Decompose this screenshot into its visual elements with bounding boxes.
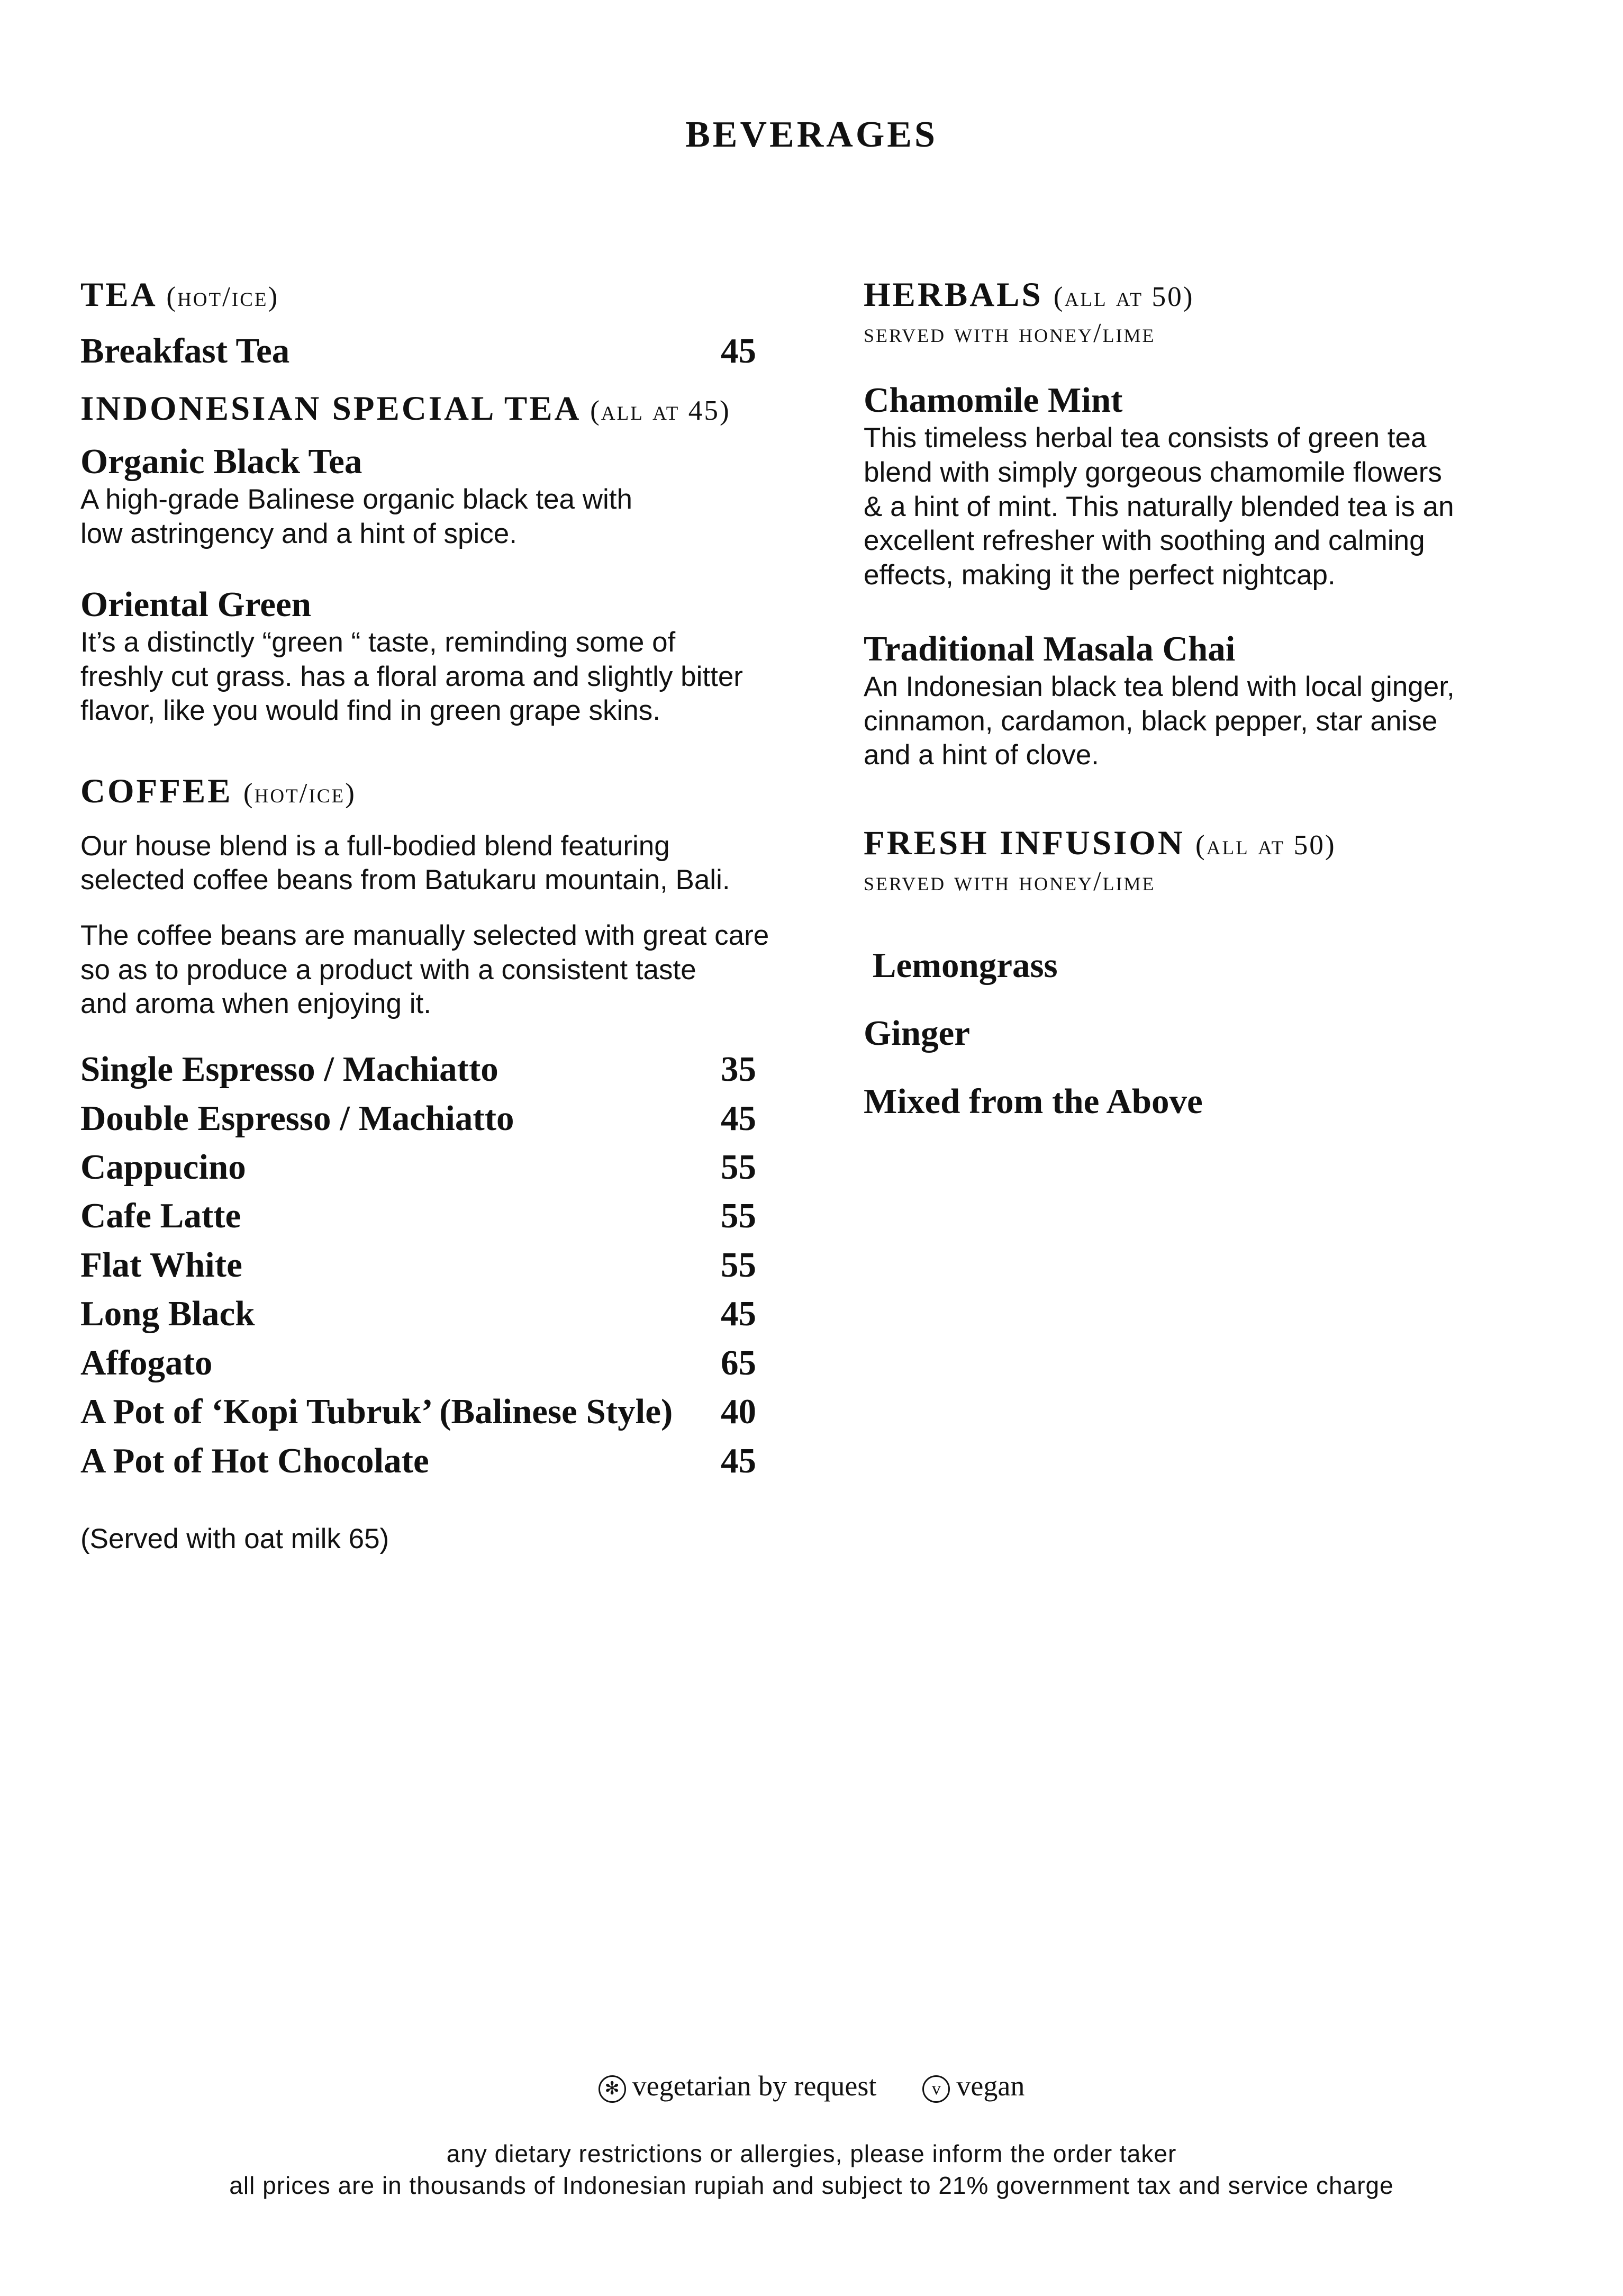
tea-description	[80, 483, 800, 551]
tea-name: Oriental Green	[80, 584, 312, 624]
infusion-item: Mixed from the Above	[864, 1081, 1203, 1121]
left-column	[80, 275, 800, 1557]
menu-item	[80, 1387, 768, 1436]
item-name: Affogato	[80, 1343, 213, 1382]
price-note: all prices are in thousands of Indonesian rupiah and subject to 21% government tax and service charge	[229, 2171, 1394, 2199]
infusion-item: Lemongrass	[864, 945, 1058, 985]
desc-line: selected coffee beans from Batukaru mountain, Bali.	[80, 864, 730, 896]
fresh-infusion-note: (all at 50)	[1195, 829, 1336, 861]
tea-entry	[864, 379, 1530, 593]
coffee-section-heading	[80, 772, 800, 811]
fresh-infusion-sub-note: served with honey/lime	[864, 866, 1156, 897]
indonesian-tea-heading-row	[80, 389, 800, 429]
menu-item	[80, 1436, 768, 1485]
fresh-infusion-section-heading	[864, 824, 1530, 863]
desc-line: An Indonesian black tea blend with local ginger,	[864, 671, 1455, 702]
menu-item	[80, 1143, 768, 1191]
desc-line: & a hint of mint. This naturally blended tea is an	[864, 491, 1454, 522]
item-name: Breakfast Tea	[80, 331, 290, 370]
coffee-description	[80, 919, 800, 1022]
vegan-label: vegan	[956, 2070, 1025, 2102]
item-price: 55	[721, 1196, 756, 1236]
vegetarian-icon: ✻	[599, 2075, 626, 2103]
dietary-legend	[0, 2069, 1623, 2103]
tea-description	[864, 670, 1530, 773]
desc-line: A high-grade Balinese organic black tea with	[80, 484, 632, 516]
item-name: Single Espresso / Machiatto	[80, 1050, 498, 1089]
menu-item	[80, 1094, 768, 1143]
tea-heading: TEA	[80, 276, 156, 314]
tea-entry	[80, 440, 800, 552]
oat-milk-note: (Served with oat milk 65)	[80, 1523, 389, 1555]
item-price: 40	[721, 1392, 756, 1432]
desc-line: flavor, like you would find in green grape skins.	[80, 695, 660, 727]
desc-line: effects, making it the perfect nightcap.	[864, 559, 1336, 591]
footnotes	[0, 2138, 1623, 2202]
item-name: Cappucino	[80, 1147, 246, 1187]
tea-section-heading	[80, 275, 800, 315]
tea-name: Organic Black Tea	[80, 441, 362, 481]
tea-description	[864, 421, 1530, 592]
desc-line: and aroma when enjoying it.	[80, 988, 431, 1020]
desc-line: blend with simply gorgeous chamomile flowers	[864, 456, 1442, 488]
desc-line: excellent refresher with soothing and calming	[864, 525, 1425, 557]
herbals-sub-note: served with honey/lime	[864, 318, 1156, 348]
herbals-heading: HERBALS	[864, 276, 1043, 314]
menu-item	[80, 1289, 768, 1338]
item-name: A Pot of Hot Chocolate	[80, 1441, 429, 1480]
page-title: BEVERAGES	[685, 114, 938, 155]
item-name: Long Black	[80, 1294, 255, 1334]
herbals-section-heading	[864, 275, 1530, 315]
coffee-description	[80, 829, 800, 898]
vegan-icon: v	[922, 2075, 950, 2103]
desc-line: freshly cut grass. has a floral aroma and slightly bitter	[80, 661, 743, 692]
tea-note: (hot/ice)	[166, 281, 279, 312]
vegetarian-label: vegetarian by request	[632, 2070, 877, 2102]
coffee-note: (hot/ice)	[243, 778, 356, 809]
menu-item	[80, 1045, 768, 1093]
allergy-note: any dietary restrictions or allergies, please inform the order taker	[446, 2140, 1177, 2167]
item-name: A Pot of ‘Kopi Tubruk’ (Balinese Style)	[80, 1392, 673, 1432]
tea-name: Chamomile Mint	[864, 380, 1123, 420]
menu-item	[80, 1191, 768, 1240]
item-price: 45	[721, 1098, 756, 1138]
item-price: 55	[721, 1147, 756, 1187]
infusion-item: Ginger	[864, 1014, 970, 1053]
desc-line: Our house blend is a full-bodied blend featuring	[80, 830, 670, 862]
menu-item	[80, 1339, 768, 1387]
fresh-infusion-heading: FRESH INFUSION	[864, 824, 1185, 862]
right-column	[864, 275, 1530, 1145]
coffee-list	[80, 1045, 800, 1485]
desc-line: low astringency and a hint of spice.	[80, 518, 517, 549]
tea-name: Traditional Masala Chai	[864, 629, 1236, 668]
desc-line: cinnamon, cardamon, black pepper, star anise	[864, 705, 1438, 737]
desc-line: It’s a distinctly “green “ taste, reminding some of	[80, 627, 676, 658]
item-price: 45	[721, 1294, 756, 1334]
infusion-list	[864, 922, 1530, 1145]
herbals-note: (all at 50)	[1053, 281, 1194, 312]
item-price: 55	[721, 1245, 756, 1285]
desc-line: The coffee beans are manually selected with great care	[80, 920, 769, 952]
item-name: Flat White	[80, 1245, 242, 1285]
tea-entry	[80, 583, 800, 728]
item-price: 45	[721, 331, 756, 370]
item-price: 45	[721, 1441, 756, 1480]
item-name: Cafe Latte	[80, 1196, 241, 1236]
tea-description	[80, 626, 800, 728]
tea-entry	[864, 628, 1530, 773]
item-price: 35	[721, 1050, 756, 1089]
coffee-heading: COFFEE	[80, 772, 233, 811]
desc-line: This timeless herbal tea consists of green tea	[864, 422, 1427, 454]
item-price: 65	[721, 1343, 756, 1382]
item-name: Double Espresso / Machiatto	[80, 1098, 514, 1138]
desc-line: so as to produce a product with a consistent taste	[80, 954, 696, 986]
indonesian-tea-note: (all at 45)	[590, 395, 731, 427]
menu-item	[80, 327, 768, 375]
menu-item	[80, 1241, 768, 1289]
indonesian-tea-heading: INDONESIAN SPECIAL TEA	[80, 390, 579, 428]
desc-line: and a hint of clove.	[864, 739, 1099, 771]
